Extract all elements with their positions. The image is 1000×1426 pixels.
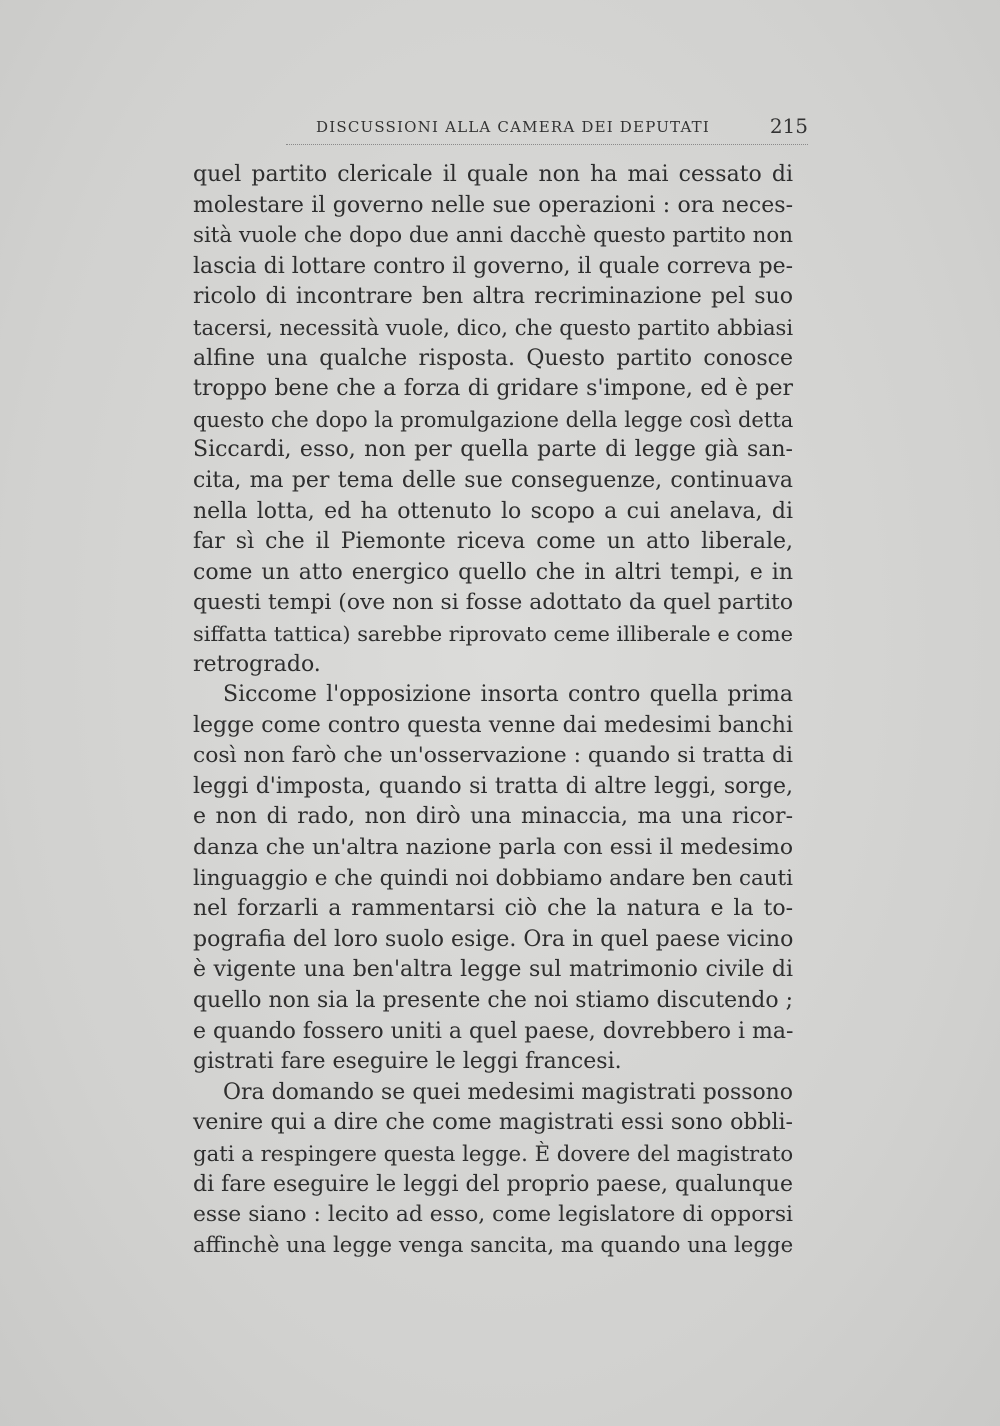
text-line: leggi d'imposta, quando si tratta di altre leggi, sorge, <box>193 773 793 799</box>
text-line: troppo bene che a forza di gridare s'impone, ed è per <box>193 376 793 402</box>
text-line: affinchè una legge venga sancita, ma quando una legge <box>193 1232 794 1258</box>
text-line: gati a respingere questa legge. È dovere del magistrato <box>193 1141 794 1166</box>
text-line: tacersi, necessità vuole, dico, che questo partito abbiasi <box>193 314 794 340</box>
text-line: Siccome l'opposizione insorta contro quella prima <box>223 682 793 708</box>
running-head <box>190 114 808 144</box>
text-line: cita, ma per tema delle sue conseguenze, continuava <box>193 467 793 493</box>
text-line: pografia del loro suolo esige. Ora in quel paese vicino <box>193 926 794 952</box>
text-line: linguaggio e che quindi noi dobbiamo andare ben cauti <box>193 865 793 891</box>
text-line: legge come contro questa venne dai medesimi banchi <box>193 712 793 738</box>
text-line: siffatta tattica) sarebbe riprovato ceme illiberale e come <box>193 621 793 646</box>
text-line: molestare il governo nelle sue operazioni : ora neces- <box>193 192 793 218</box>
text-line: e non di rado, non dirò una minaccia, ma una ricor- <box>193 804 793 830</box>
text-line: Ora domando se quei medesimi magistrati possono <box>223 1079 793 1105</box>
text-line: retrogrado. <box>193 651 321 677</box>
text-line: venire qui a dire che come magistrati essi sono obbli- <box>193 1110 793 1136</box>
text-line: far sì che il Piemonte riceva come un atto liberale, <box>193 529 793 555</box>
text-line: questo che dopo la promulgazione della legge così detta <box>193 406 794 432</box>
header-dotted-rule <box>286 144 808 145</box>
text-line: ricolo di incontrare ben altra recriminazione pel suo <box>193 284 793 310</box>
page-number: 215 <box>769 114 808 138</box>
text-line: questi tempi (ove non si fosse adottato da quel partito <box>193 590 793 616</box>
text-line: Siccardi, esso, non per quella parte di legge già san- <box>193 437 793 463</box>
text-line: è vigente una ben'altra legge sul matrimonio civile di <box>193 957 793 983</box>
text-line: nel forzarli a rammentarsi ciò che la natura e la to- <box>193 896 793 922</box>
text-line: quel partito clericale il quale non ha mai cessato di <box>193 162 793 187</box>
body-text <box>193 160 793 1261</box>
text-line: esse siano : lecito ad esso, come legislatore di opporsi <box>193 1202 793 1228</box>
text-line: lascia di lottare contro il governo, il quale correva pe- <box>193 253 793 279</box>
text-line: danza che un'altra nazione parla con essi il medesimo <box>193 835 793 861</box>
text-line: gistrati fare eseguire le leggi francesi. <box>193 1049 622 1075</box>
text-line: come un atto energico quello che in altri tempi, e in <box>193 559 793 585</box>
text-line: così non farò che un'osservazione : quando si tratta di <box>193 743 793 769</box>
text-line: alfine una qualche risposta. Questo partito conosce <box>193 345 793 371</box>
text-line: nella lotta, ed ha ottenuto lo scopo a cui anelava, di <box>193 498 793 524</box>
text-line: quello non sia la presente che noi stiamo discutendo ; <box>193 988 793 1014</box>
text-line: di fare eseguire le leggi del proprio paese, qualunque <box>193 1171 793 1197</box>
text-line: e quando fossero uniti a quel paese, dovrebbero i ma- <box>193 1018 794 1044</box>
running-title: DISCUSSIONI ALLA CAMERA DEI DEPUTATI <box>316 118 710 136</box>
text-line: sità vuole che dopo due anni dacchè questo partito non <box>193 223 793 249</box>
